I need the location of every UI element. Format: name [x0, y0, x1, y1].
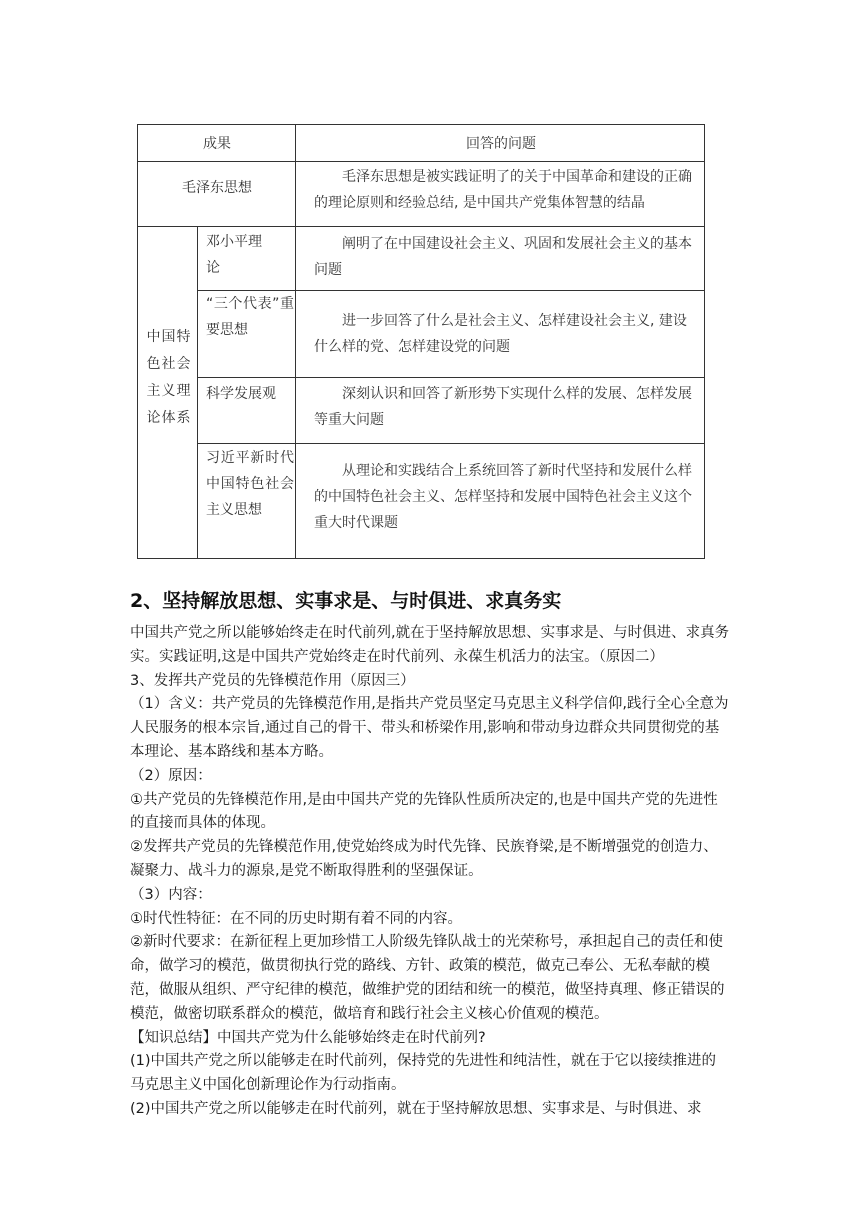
section-3-content-2: ②新时代要求：在新征程上更加珍惜工人阶级先锋队战士的光荣称号，承担起自己的责任和使命，做学习的模范，做贯彻执行党的路线、方针、政策的模范，做克己奉公、无私奉献的模范，做服从组织、严守纪律的模范，做维护党的团结和统一的模范，做坚持真理、修正错误的模范，做密切联系群众的模范，做培育和践行社会主义核心价值观的模范。 [130, 934, 725, 1022]
document-body [130, 622, 730, 1122]
achievements-table [137, 124, 705, 559]
table-cell-three-represents-answer: 进一步回答了什么是社会主义、怎样建设社会主义, 建设什么样的党、怎样建设党的问题 [314, 313, 687, 355]
table-cell-scientific-outlook-name-text: 科学发展观 [206, 386, 276, 402]
table-group-label: 中国特色社会主义理论体系 [146, 329, 192, 426]
table-divider [197, 377, 704, 378]
section-2-paragraph: 中国共产党之所以能够始终走在时代前列,就在于坚持解放思想、实事求是、与时俱进、求真务实。实践证明,这是中国共产党始终走在时代前列、永葆生机活力的法宝。（原因二） [130, 625, 730, 665]
table-cell-deng-name [198, 229, 296, 281]
table-divider [138, 161, 704, 162]
table-header-question: 回答的问题 [466, 136, 536, 152]
table-cell-deng-name-text: 邓小平理论 [206, 234, 262, 276]
section-3-reason-2: ②发挥共产党员的先锋模范作用,使党始终成为时代先锋、民族脊梁,是不断增强党的创造力、凝聚力、战斗力的源泉,是党不断取得胜利的坚强保证。 [130, 839, 718, 879]
table-cell-xi-thought-name [198, 445, 296, 523]
table-divider [138, 226, 704, 227]
section-2-heading: 2、坚持解放思想、实事求是、与时俱进、求真务实 [130, 590, 562, 612]
table-cell-xi-thought-answer: 从理论和实践结合上系统回答了新时代坚持和发展什么样的中国特色社会主义、怎样坚持和发展中国特色社会主义这个重大时代课题 [314, 463, 692, 531]
table-cell-scientific-outlook-name [198, 381, 296, 407]
table-cell-deng-answer: 阐明了在中国建设社会主义、巩固和发展社会主义的基本问题 [314, 236, 692, 278]
section-3-content-title: （3）内容： [130, 886, 212, 903]
table-cell-three-represents-name-text: “三个代表”重要思想 [206, 296, 294, 338]
summary-title: 【知识总结】中国共产党为什么能够始终走在时代前列? [130, 1029, 486, 1046]
section-3-heading: 3、发挥共产党员的先锋模范作用（原因三） [130, 672, 415, 689]
table-cell-mao-name: 毛泽东思想 [182, 180, 252, 196]
section-3-reason-1: ①共产党员的先锋模范作用,是由中国共产党的先锋队性质所决定的,也是中国共产党的先进性的直接而具体的体现。 [130, 791, 718, 832]
table-cell-xi-thought-name-text: 习近平新时代中国特色社会主义思想 [206, 450, 294, 518]
section-3-meaning: （1）含义：共产党员的先锋模范作用,是指共产党员坚定马克思主义科学信仰,践行全心全意为人民服务的根本宗旨,通过自己的骨干、带头和桥梁作用,影响和带动身边群众共同贯彻党的基本理论、基本路线和基本方略。 [130, 696, 729, 760]
section-3-reason-title: （2）原因： [130, 767, 212, 784]
table-divider [197, 443, 704, 444]
table-cell-mao-answer: 毛泽东思想是被实践证明了的关于中国革命和建设的正确的理论原则和经验总结, 是中国共产党集体智慧的结晶 [314, 169, 692, 211]
summary-item-2: (2)中国共产党之所以能够走在时代前列，就在于坚持解放思想、实事求是、与时俱进、求 [130, 1100, 702, 1117]
table-cell-scientific-outlook-answer: 深刻认识和回答了新形势下实现什么样的发展、怎样发展等重大问题 [314, 386, 692, 428]
table-header-achievement: 成果 [203, 136, 231, 152]
table-cell-three-represents-name [198, 291, 296, 343]
section-3-content-1: ①时代性特征：在不同的历史时期有着不同的内容。 [130, 910, 462, 927]
summary-item-1: (1)中国共产党之所以能够走在时代前列，保持党的先进性和纯洁性，就在于它以接续推进的马克思主义中国化创新理论作为行动指南。 [130, 1053, 717, 1094]
